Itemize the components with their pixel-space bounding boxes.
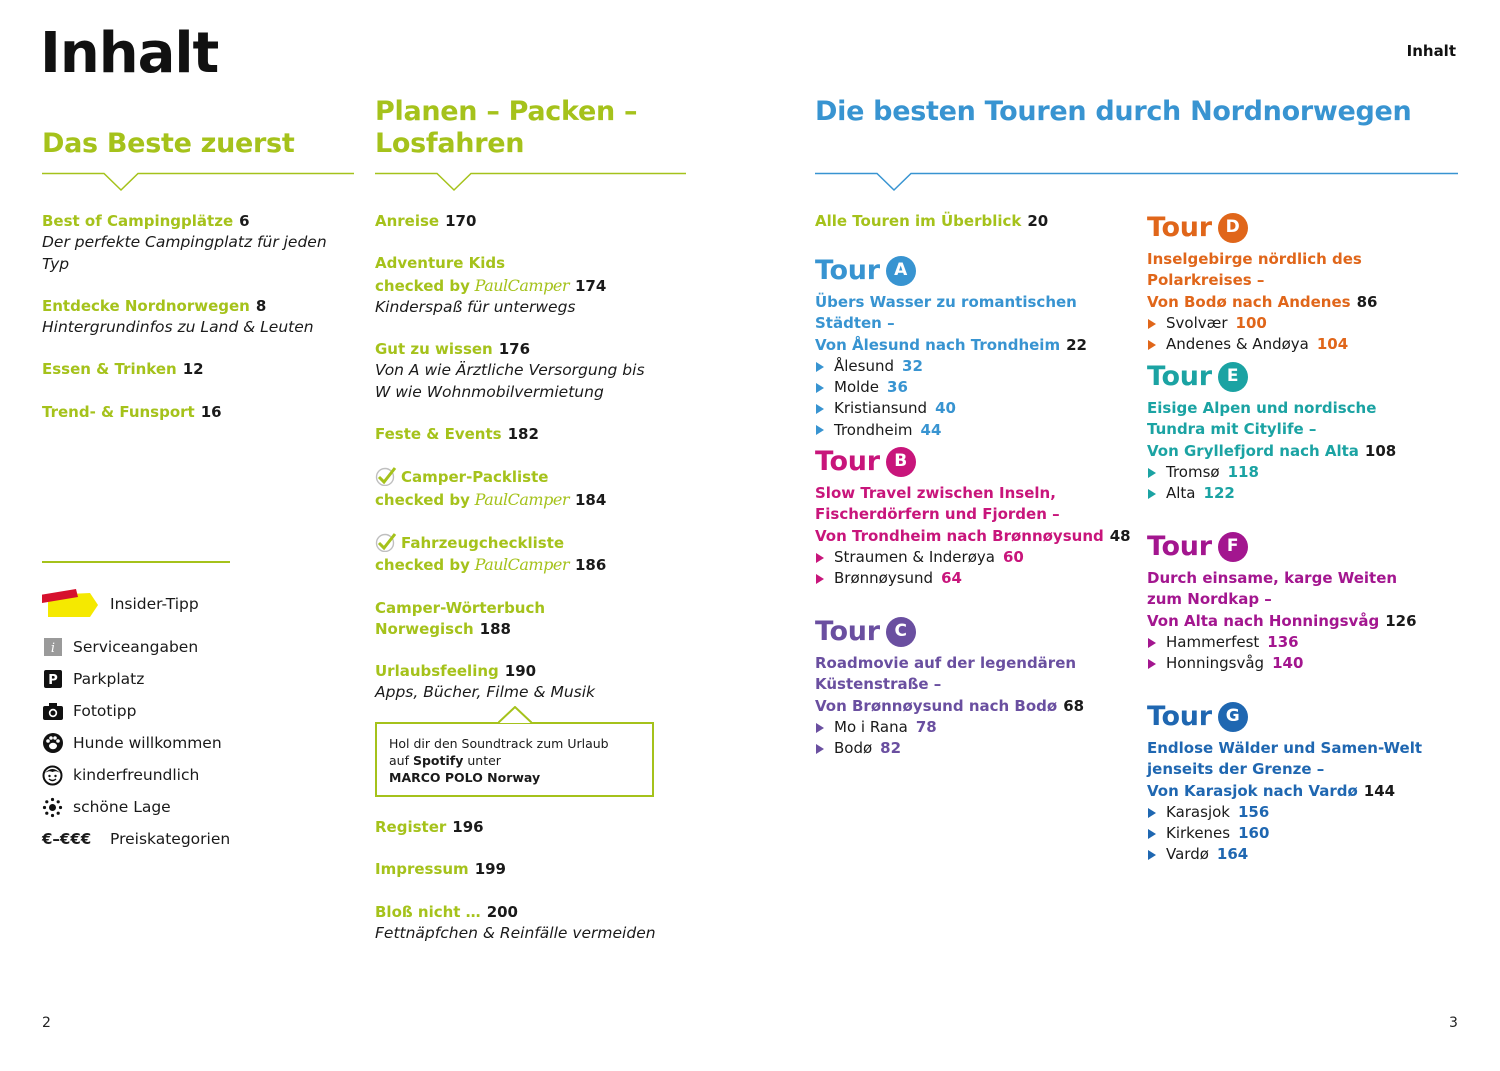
paulcamper-logo: PaulCamper — [474, 489, 569, 509]
triangle-icon — [816, 383, 824, 393]
checkmark-icon — [375, 532, 397, 552]
tour-stop[interactable]: Molde 36 — [815, 377, 1135, 398]
toc-entry[interactable]: Bloß nicht … 200 Fettnäpfchen & Reinfälle vermeiden — [375, 902, 656, 942]
toc-entry[interactable]: Entdecke Nordnorwegen 8 Hintergrundinfos zu Land & Leuten — [42, 296, 314, 337]
tour-g[interactable]: Tour G Endlose Wälder und Samen-Welt jenseits der Grenze – Von Karasjok nach Vardø 144 Karasjok 156 Kirkenes 160 Vardø 164 — [1147, 700, 1462, 866]
triangle-icon — [1148, 638, 1156, 648]
legend-service: i Serviceangaben — [42, 635, 198, 659]
triangle-icon — [1148, 808, 1156, 818]
tour-stop[interactable]: Tromsø 118 — [1147, 462, 1462, 483]
triangle-icon — [816, 574, 824, 584]
triangle-icon — [816, 425, 824, 435]
checkmark-icon — [375, 466, 397, 486]
triangle-icon — [1148, 489, 1156, 499]
right-page-number: 3 — [1449, 1015, 1458, 1031]
tour-a-badge: A — [886, 256, 916, 286]
toc-entry[interactable]: Register 196 — [375, 818, 484, 836]
info-icon — [42, 637, 63, 658]
col2-heading: Planen – Packen – Losfahren — [375, 96, 638, 159]
svg-text:i: i — [50, 641, 55, 656]
left-page-number: 2 — [42, 1015, 51, 1031]
tour-e[interactable]: Tour E Eisige Alpen und nordische Tundra mit Citylife – Von Gryllefjord nach Alta 108 Tromsø 118 Alta 122 — [1147, 360, 1462, 504]
legend-price: €–€€€ Preiskategorien — [42, 827, 230, 851]
tour-stop[interactable]: Kirkenes 160 — [1147, 823, 1462, 844]
svg-text:P: P — [47, 673, 58, 688]
toc-entry-overview[interactable]: Alle Touren im Überblick 20 — [815, 212, 1049, 230]
toc-entry[interactable]: Impressum 199 — [375, 860, 506, 879]
triangle-icon — [816, 404, 824, 414]
tour-stop[interactable]: Andenes & Andøya 104 — [1147, 334, 1462, 355]
tour-c-badge: C — [886, 617, 916, 647]
legend-kids: kinderfreundlich — [42, 763, 199, 787]
soundtrack-box-notch — [498, 706, 532, 724]
tour-stop[interactable]: Karasjok 156 — [1147, 802, 1462, 823]
toc-entry[interactable]: Best of Campingplätze 6 Der perfekte Campingplatz für jeden Typ — [42, 212, 327, 273]
col2-entries-top — [375, 211, 675, 725]
tour-b-badge: B — [886, 447, 916, 477]
tour-d[interactable]: Tour D Inselgebirge nördlich des Polarkreises – Von Bodø nach Andenes 86 Svolvær 100 Andenes & Andøya 104 — [1147, 211, 1462, 355]
toc-entry[interactable]: Feste & Events 182 — [375, 425, 539, 444]
toc-entry[interactable]: Adventure Kids checked by PaulCamper 174 Kinderspaß für unterwegs — [375, 254, 607, 316]
col3-divider — [815, 172, 1458, 192]
tour-d-badge: D — [1218, 213, 1248, 243]
triangle-icon — [816, 723, 824, 733]
col2-entries-bottom — [375, 817, 675, 965]
tour-stop[interactable]: Alta 122 — [1147, 483, 1462, 504]
price-symbol: €–€€€ — [42, 830, 92, 848]
soundtrack-box: Hol dir den Soundtrack zum Urlaub auf Spotify unter MARCO POLO Norway — [375, 722, 654, 797]
legend-dogs: Hunde willkommen — [42, 731, 222, 755]
tour-stop[interactable]: Svolvær 100 — [1147, 313, 1462, 334]
tour-stop[interactable]: Trondheim 44 — [815, 420, 1135, 441]
paw-icon — [42, 733, 63, 754]
col1-heading: Das Beste zuerst — [42, 128, 295, 159]
triangle-icon — [816, 553, 824, 563]
tour-stop[interactable]: Bodø 82 — [815, 738, 1135, 759]
toc-entry[interactable]: Anreise 170 — [375, 212, 477, 230]
toc-entry[interactable]: Camper-Wörterbuch Norwegisch 188 — [375, 598, 546, 638]
tour-g-badge: G — [1218, 702, 1248, 732]
tour-stop[interactable]: Honningsvåg 140 — [1147, 653, 1462, 674]
toc-entry[interactable]: Trend- & Funsport 16 — [42, 402, 222, 421]
tour-stop[interactable]: Vardø 164 — [1147, 844, 1462, 865]
tour-stop[interactable]: Ålesund 32 — [815, 356, 1135, 377]
sun-icon — [42, 797, 63, 818]
camera-icon — [42, 701, 63, 722]
tour-stop[interactable]: Straumen & Inderøya 60 — [815, 547, 1135, 568]
legend-photo: Fototipp — [42, 699, 136, 723]
paulcamper-logo: PaulCamper — [474, 555, 569, 575]
running-head: Inhalt — [1406, 42, 1456, 60]
toc-entry[interactable]: Essen & Trinken 12 — [42, 360, 204, 379]
tour-stop[interactable]: Mo i Rana 78 — [815, 717, 1135, 738]
triangle-icon — [816, 362, 824, 372]
tour-f[interactable]: Tour F Durch einsame, karge Weiten zum Nordkap – Von Alta nach Honningsvåg 126 Hammerfest 136 Honningsvåg 140 — [1147, 530, 1462, 674]
tour-e-badge: E — [1218, 362, 1248, 392]
tour-f-badge: F — [1218, 532, 1248, 562]
col1-divider — [42, 172, 354, 192]
toc-entry[interactable]: Fahrzeugcheckliste checked by PaulCamper 186 — [375, 533, 607, 575]
tour-a[interactable]: Tour A Übers Wasser zu romantischen Städten – Von Ålesund nach Trondheim 22 Ålesund 32 Molde 36 Kristiansund 40 Trondheim 44 — [815, 254, 1135, 441]
triangle-icon — [1148, 850, 1156, 860]
paulcamper-logo: PaulCamper — [474, 275, 569, 295]
tour-stop[interactable]: Hammerfest 136 — [1147, 632, 1462, 653]
insider-tip-icon — [42, 589, 100, 619]
parking-icon — [42, 669, 63, 690]
triangle-icon — [1148, 340, 1156, 350]
triangle-icon — [1148, 829, 1156, 839]
page-title: Inhalt — [40, 21, 219, 86]
legend-divider — [42, 561, 230, 563]
toc-entry[interactable]: Gut zu wissen 176 Von A wie Ärztliche Versorgung bis W wie Wohnmobilvermietung — [375, 340, 645, 401]
toc-entry[interactable]: Camper-Packliste checked by PaulCamper 184 — [375, 468, 607, 509]
tour-b[interactable]: Tour B Slow Travel zwischen Inseln, Fischerdörfern und Fjorden – Von Trondheim nach Brønnøysund 48 Straumen & Inderøya 60 Brønnøysund 64 — [815, 445, 1135, 589]
triangle-icon — [1148, 659, 1156, 669]
legend-scenic: schöne Lage — [42, 795, 171, 819]
triangle-icon — [1148, 468, 1156, 478]
tour-stop[interactable]: Brønnøysund 64 — [815, 568, 1135, 589]
tour-stop[interactable]: Kristiansund 40 — [815, 398, 1135, 419]
triangle-icon — [816, 744, 824, 754]
legend-parking: P Parkplatz — [42, 667, 144, 691]
col1-entries — [42, 211, 352, 444]
col2-divider — [375, 172, 686, 192]
tour-c[interactable]: Tour C Roadmovie auf der legendären Küstenstraße – Von Brønnøysund nach Bodø 68 Mo i Rana 78 Bodø 82 — [815, 615, 1135, 759]
triangle-icon — [1148, 319, 1156, 329]
toc-entry[interactable]: Urlaubsfeeling 190 Apps, Bücher, Filme & Musik — [375, 662, 596, 702]
col3-heading: Die besten Touren durch Nordnorwegen — [815, 96, 1412, 127]
child-face-icon — [42, 765, 63, 786]
legend-insider-tip: Insider-Tipp — [42, 592, 199, 616]
